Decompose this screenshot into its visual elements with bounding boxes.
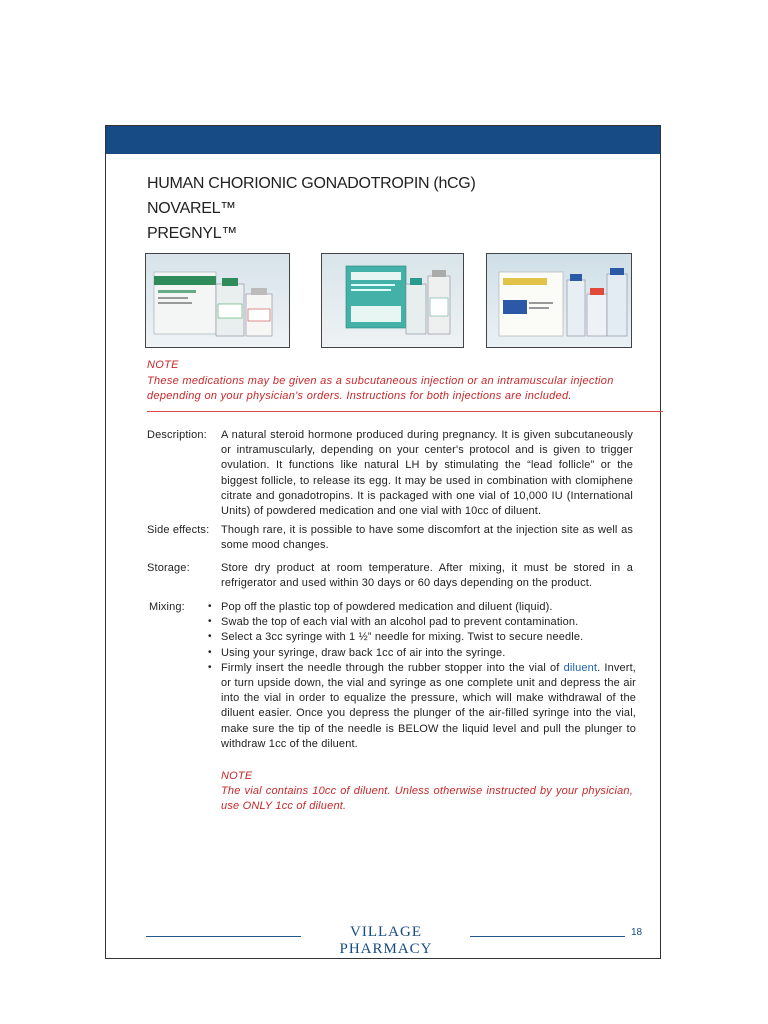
- product-photo-hcg: [145, 253, 290, 348]
- title-line-hcg: HUMAN CHORIONIC GONADOTROPIN (hCG): [147, 175, 476, 192]
- mixing-step: • Select a 3cc syringe with 1 ½” needle for mixing. Twist to secure needle.: [206, 630, 636, 645]
- mixing-step: [206, 661, 636, 752]
- diluent-link[interactable]: diluent: [563, 661, 598, 674]
- note-diluent: [221, 769, 633, 815]
- note-text: These medications may be given as a subcutaneous injection or an intramuscular injection depending on your physician's orders. Instructions for both injections are included.: [147, 374, 614, 402]
- page-number: 18: [631, 927, 643, 938]
- step-text-end: . Invert, or turn upside down, the vial and syringe as one complete unit and depress the air into the vial in order to equalize the pressure, which will make withdrawal of the diluent easier. Once you depress the plunger of the air-filled syringe into the vial, make sure the tip of the needle is BELOW the liquid level and pull the plunger to withdraw 1cc of the diluent.: [221, 661, 636, 750]
- note-text: The vial contains 10cc of diluent. Unless otherwise instructed by your physician, use ONLY 1cc of diluent.: [221, 785, 633, 813]
- footer-line-right: [470, 936, 625, 937]
- title-line-pregnyl: PREGNYL™: [147, 225, 238, 242]
- header-bar: [106, 126, 660, 154]
- product-photo-pregnyl: [486, 253, 632, 348]
- mixing-step: • Using your syringe, draw back 1cc of air into the syringe.: [206, 646, 636, 661]
- mixing-step: • Pop off the plastic top of powdered medication and diluent (liquid).: [206, 600, 636, 615]
- description-label: Description:: [147, 429, 207, 441]
- product-photo-novarel: [321, 253, 464, 348]
- storage-text: Store dry product at room temperature. After mixing, it must be stored in a refrigerator and used within 30 days or 60 days depending on the product.: [221, 562, 633, 590]
- note-injection-types: [147, 358, 637, 405]
- mixing-step: • Swab the top of each vial with an alcohol pad to prevent contamination.: [206, 615, 636, 630]
- description-text: A natural steroid hormone produced during pregnancy. It is given subcutaneously or intramuscularly, depending on your center's protocol and is given to trigger ovulation. It functions like natural LH by stimulating the “lead follicle” or the biggest follicle, to release its egg. It may be used in combination with clomiphene citrate and gonadotropins. It is packaged with one vial of 10,000 IU (International Units) of powdered medication and one vial with 10cc of diluent.: [221, 429, 633, 518]
- side-effects-text: Though rare, it is possible to have some discomfort at the injection site as well as some mood changes.: [221, 524, 633, 552]
- novarel-vials-image: [322, 254, 464, 348]
- step-text-start: Firmly insert the needle through the rubber stopper into the vial of: [221, 661, 564, 674]
- page-title: [147, 171, 475, 246]
- mixing-label: Mixing:: [149, 601, 185, 613]
- mixing-steps: [206, 600, 636, 752]
- section-divider: [147, 411, 663, 412]
- brand-logo: VILLAGE PHARMACY: [339, 924, 433, 957]
- pregnyl-vials-image: [487, 254, 632, 348]
- note-label: NOTE: [221, 770, 253, 782]
- page-frame: [105, 125, 661, 959]
- side-effects-label: Side effects:: [147, 524, 210, 536]
- title-line-novarel: NOVAREL™: [147, 200, 236, 217]
- note-label: NOTE: [147, 359, 179, 371]
- hcg-vials-image: [146, 254, 290, 348]
- footer-line-left: [146, 936, 301, 937]
- storage-label: Storage:: [147, 562, 190, 574]
